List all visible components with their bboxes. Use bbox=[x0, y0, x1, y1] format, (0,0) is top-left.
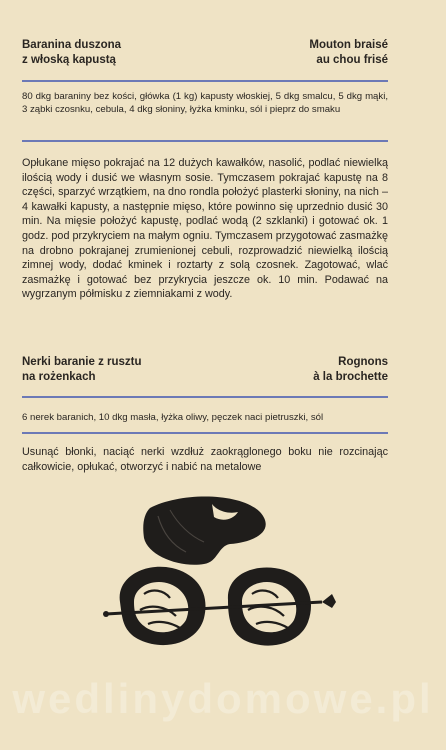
recipe2-ingredients: 6 nerek baranich, 10 dkg masła, łyżka oliwy, pęczek naci pietruszki, sól bbox=[22, 412, 324, 423]
watermark: wedlinydomowe.pl bbox=[12, 675, 434, 722]
recipe2-rule-bottom bbox=[22, 432, 388, 434]
recipe1-title-french bbox=[309, 38, 388, 68]
recipe1-rule-bottom bbox=[22, 140, 388, 142]
recipe1-rule-top bbox=[22, 80, 388, 82]
kidney-skewer-illustration bbox=[100, 490, 340, 660]
recipe2-title-pl-line2: na rożenkach bbox=[22, 371, 96, 383]
recipe2-title-fr-line2: à la brochette bbox=[313, 371, 388, 383]
recipe1-title-row bbox=[22, 38, 388, 68]
whole-kidney-icon bbox=[143, 496, 265, 564]
recipe2-title-pl-line1: Nerki baranie z rusztu bbox=[22, 356, 142, 368]
recipe1-title-fr-line1: Mouton braisé bbox=[309, 39, 388, 51]
recipe2-title-polish bbox=[22, 355, 142, 385]
recipe2-rule-top bbox=[22, 396, 388, 398]
recipe2-title-french bbox=[313, 355, 388, 385]
recipe1-ingredients: 80 dkg baraniny bez kości, główka (1 kg) kapusty włoskiej, 5 dkg smalcu, 5 dkg mąki, 3 ząbki czosnku, cebula, 4 dkg słoniny, łyżka kminku, sól i pieprz do smaku bbox=[22, 91, 388, 115]
recipe2-instructions: Usunąć błonki, naciąć nerki wzdłuż zaokrąglonego boku nie rozcinając całkowicie, opłukać, otworzyć i nabić na metalowe bbox=[22, 446, 388, 473]
recipe2-title-fr-line1: Rognons bbox=[338, 356, 388, 368]
recipe1-title-polish bbox=[22, 38, 121, 68]
recipe1-title-pl-line1: Baranina duszona bbox=[22, 39, 122, 51]
recipe1-title-fr-line2: au chou frisé bbox=[316, 54, 388, 66]
recipe2-title-row bbox=[22, 355, 388, 385]
recipe1-instructions: Opłukane mięso pokrajać na 12 dużych kawałków, nasolić, podlać niewielką ilością wody i dusić we własnym sosie. Tymczasem pokrajać kapustę na 8 części, sparzyć wrzątkiem, na dno rondla położyć plasterki słoniny, na nich – 4 kawałki kapusty, a następnie mięso, które powinno się uprzednio dusić 30 min. Na mięsie położyć kapustę, podlać wodą (2 szklanki) i gotować ok. 1 godz. pod przykryciem na małym ogniu. Tymczasem przygotować zasmażkę na drobno pokrajanej zrumienionej cebuli, rozprowadzić niewielką ilością zimnej wody, dodać kminek i roztarty z solą czosnek. Zagotować, wlać zasmażkę i gotować bez przykrycia jeszcze ok. 10 min. Podawać na wygrzanym półmisku z ziemniakami z wody. bbox=[22, 157, 388, 301]
recipe1-title-pl-line2: z włoską kapustą bbox=[22, 54, 116, 66]
skewered-kidneys-icon bbox=[103, 567, 336, 646]
